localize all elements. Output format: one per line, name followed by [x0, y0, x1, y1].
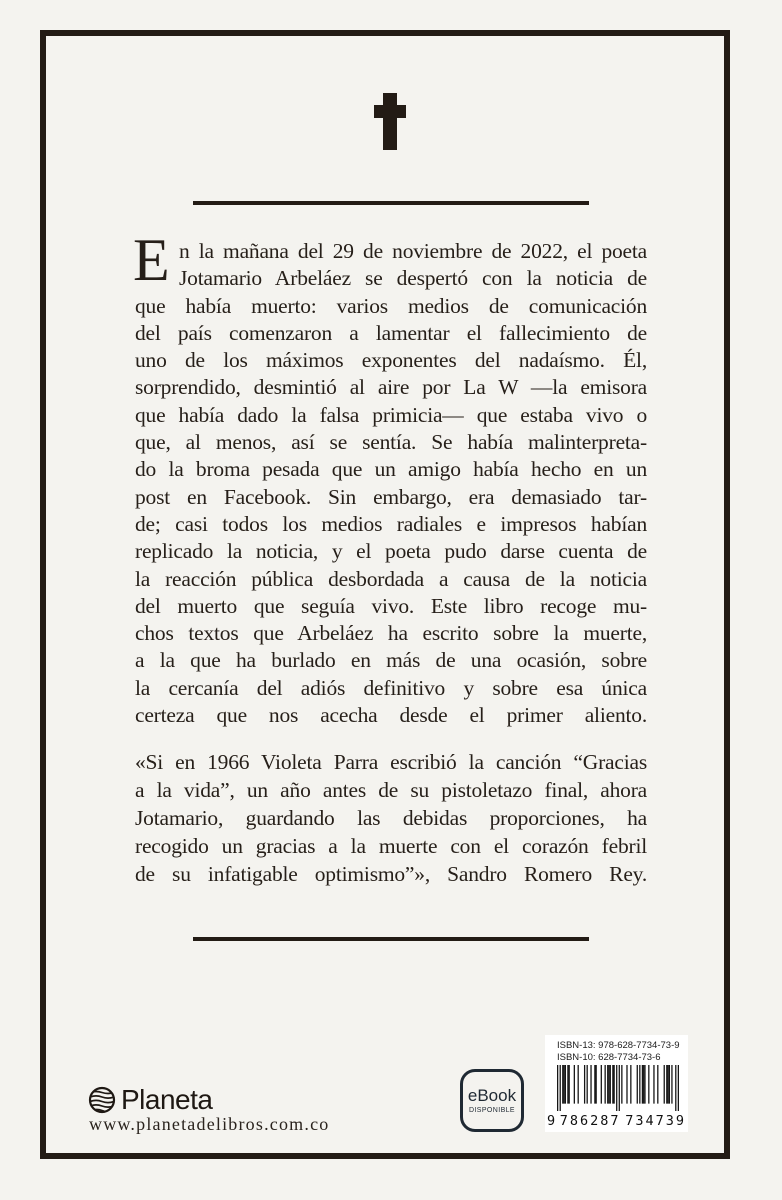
ebook-badge [460, 1069, 524, 1132]
ebook-badge-label: eBook [467, 1086, 517, 1105]
text-line: que, al menos, así se sentía. Se había malinterpreta- [135, 430, 647, 455]
cross-horizontal-bar [374, 105, 406, 118]
barcode-digit-group1: 786287 [559, 1113, 621, 1129]
text-line: de su infatigable optimismo”», Sandro Romero Rey. [135, 862, 647, 886]
text-line: que había muerto: varios medios de comunicación [135, 293, 647, 318]
divider-top [193, 201, 589, 205]
text-line: recogido un gracias a la muerte con el corazón febril [135, 834, 647, 858]
text-line: a la que ha burlado en más de una ocasión, sobre [135, 648, 647, 673]
isbn13-label: ISBN-13: 978-628-7734-73-9 [557, 1040, 680, 1051]
text-line: post en Facebook. Sin embargo, era demasiado tar- [135, 484, 647, 509]
synopsis-lines [135, 238, 647, 729]
isbn10-label: ISBN-10: 628-7734-73-6 [557, 1051, 661, 1063]
dropcap-letter: E [133, 227, 170, 293]
publisher-name: Planeta [121, 1084, 213, 1115]
text-line: do la broma pesada que un amigo había hecho en un [135, 457, 647, 482]
quote-paragraph [135, 748, 647, 888]
divider-bottom [193, 937, 589, 941]
text-line: del muerto que seguía vivo. Este libro recoge mu- [135, 593, 647, 618]
text-line: chos textos que Arbeláez ha escrito sobre la muerte, [135, 621, 647, 646]
text-line: certeza que nos acecha desde el primer aliento. [135, 703, 647, 728]
cross-icon [374, 93, 406, 150]
text-line: que había dado la falsa primicia— que estaba vivo o [135, 402, 647, 427]
planeta-globe-icon [88, 1086, 116, 1114]
text-line: Jotamario, guardando las debidas proporciones, ha [135, 806, 647, 830]
text-line: Jotamario Arbeláez se despertó con la noticia de [179, 266, 647, 291]
text-line: a la vida”, un año antes de su pistoletazo final, ahora [135, 778, 647, 802]
publisher-website: www.planetadelibros.com.co [89, 1114, 330, 1134]
text-line: n la mañana del 29 de noviembre de 2022, el poeta [179, 239, 647, 263]
barcode-bars [557, 1065, 679, 1111]
synopsis-paragraph [133, 227, 647, 729]
quote-lines [135, 748, 647, 888]
ebook-badge-sublabel: DISPONIBLE [468, 1107, 515, 1114]
barcode-digits [547, 1113, 686, 1129]
barcode-digit-prefix: 9 [547, 1113, 556, 1129]
text-line: replicado la noticia, y el poeta pudo darse cuenta de [135, 539, 647, 564]
barcode [545, 1035, 688, 1132]
text-line: sorprendido, desmintió al aire por La W —la emisora [135, 375, 647, 400]
cross-vertical-bar [383, 93, 397, 150]
text-line: de; casi todos los medios radiales e impresos habían [135, 511, 647, 536]
text-line: uno de los máximos exponentes del nadaísmo. Él, [135, 348, 647, 373]
text-line: la cercanía del adiós definitivo y sobre esa única [135, 675, 647, 700]
text-line: del país comenzaron a lamentar el fallecimiento de [135, 320, 647, 345]
barcode-digit-group2: 734739 [625, 1113, 686, 1129]
text-line: «Si en 1966 Violeta Parra escribió la canción “Gracias [135, 750, 647, 774]
text-line: la reacción pública desbordada a causa de la noticia [135, 566, 647, 591]
